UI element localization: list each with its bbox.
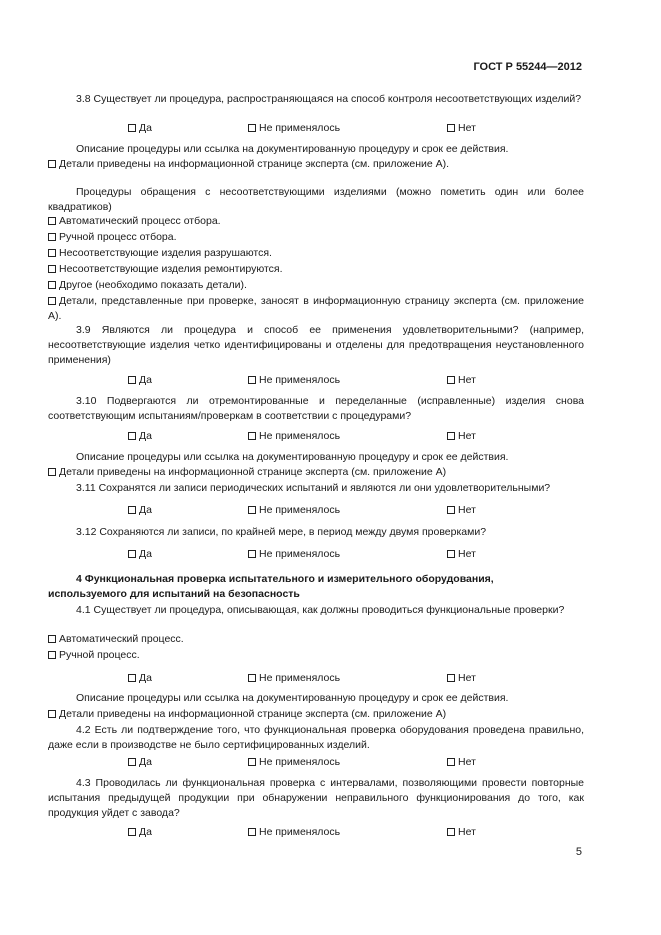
option-na[interactable]: Не применялось	[248, 504, 340, 516]
checkbox-icon	[447, 506, 455, 514]
option-no[interactable]: Нет	[447, 504, 476, 516]
checkbox-icon	[447, 550, 455, 558]
details-check-checkbox[interactable]: Детали, представленные при проверке, заносят в информационную страницу эксперта (см. приложение А).	[48, 295, 584, 322]
checkbox-icon	[128, 432, 136, 440]
question-4-3: 4.3 Проводилась ли функциональная проверка с интервалами, позволяющими провести повторные испытания предыдущей продукции при обнаружении неправильного функционирования до того, как продукция уйдет с завода?	[48, 777, 584, 819]
checkbox-icon	[48, 233, 56, 241]
option-yes[interactable]: Да	[128, 430, 152, 442]
checkbox-icon	[48, 297, 56, 305]
proc-item-auto[interactable]: Автоматический процесс отбора.	[48, 215, 221, 227]
option-yes[interactable]: Да	[128, 756, 152, 768]
option-no[interactable]: Нет	[447, 374, 476, 386]
checkbox-icon	[447, 758, 455, 766]
option-na[interactable]: Не применялось	[248, 548, 340, 560]
option-no[interactable]: Нет	[447, 430, 476, 442]
option-na[interactable]: Не применялось	[248, 122, 340, 134]
question-3-8: 3.8 Существует ли процедура, распространяющаяся на способ контроля несоответствующих изделий?	[76, 93, 582, 105]
checkbox-icon	[447, 376, 455, 384]
option-no[interactable]: Нет	[447, 826, 476, 838]
checkbox-icon	[128, 828, 136, 836]
checkbox-icon	[48, 651, 56, 659]
proc-item-other[interactable]: Другое (необходимо показать детали).	[48, 279, 247, 291]
option-no[interactable]: Нет	[447, 672, 476, 684]
question-4-2: 4.2 Есть ли подтверждение того, что функциональная проверка оборудования проведена правильно, даже если в производстве не было сертифицированных изделий.	[48, 724, 584, 751]
checkbox-icon	[248, 432, 256, 440]
q41-item-auto[interactable]: Автоматический процесс.	[48, 633, 184, 645]
checkbox-icon	[128, 376, 136, 384]
document-header: ГОСТ Р 55244—2012	[473, 61, 582, 73]
option-yes[interactable]: Да	[128, 548, 152, 560]
checkbox-icon	[128, 550, 136, 558]
checkbox-icon	[248, 506, 256, 514]
q41-item-manual[interactable]: Ручной процесс.	[48, 649, 140, 661]
proc-item-manual[interactable]: Ручной процесс отбора.	[48, 231, 177, 243]
option-no[interactable]: Нет	[447, 122, 476, 134]
checkbox-icon	[48, 265, 56, 273]
checkbox-icon	[447, 124, 455, 132]
checkbox-icon	[248, 550, 256, 558]
checkbox-icon	[48, 635, 56, 643]
checkbox-icon	[48, 249, 56, 257]
checkbox-icon	[447, 828, 455, 836]
proc-item-repaired[interactable]: Несоответствующие изделия ремонтируются.	[48, 263, 283, 275]
option-no[interactable]: Нет	[447, 548, 476, 560]
details-checkbox[interactable]: Детали приведены на информационной странице эксперта (см. приложение А)	[48, 708, 446, 720]
option-yes[interactable]: Да	[128, 504, 152, 516]
details-checkbox[interactable]: Детали приведены на информационной странице эксперта (см. приложение А)	[48, 466, 446, 478]
checkbox-icon	[48, 468, 56, 476]
procedures-intro: Процедуры обращения с несоответствующими изделиями (можно пометить один или более квадратиков)	[48, 186, 584, 213]
question-3-10: 3.10 Подвергаются ли отремонтированные и переделанные (исправленные) изделия снова соответствующим испытаниям/проверкам в соответствии с процедурами?	[48, 395, 584, 422]
checkbox-icon	[447, 432, 455, 440]
question-4-1: 4.1 Существует ли процедура, описывающая, как должны проводиться функциональные проверки?	[76, 604, 565, 616]
page-number: 5	[575, 846, 582, 858]
option-na[interactable]: Не применялось	[248, 430, 340, 442]
checkbox-icon	[248, 376, 256, 384]
option-na[interactable]: Не применялось	[248, 826, 340, 838]
checkbox-icon	[447, 674, 455, 682]
option-yes[interactable]: Да	[128, 122, 152, 134]
option-yes[interactable]: Да	[128, 374, 152, 386]
section-4-heading: 4 Функциональная проверка испытательного и измерительного оборудования, используемого для испытаний на безопасность	[48, 573, 494, 600]
checkbox-icon	[128, 506, 136, 514]
checkbox-icon	[48, 217, 56, 225]
option-yes[interactable]: Да	[128, 672, 152, 684]
option-na[interactable]: Не применялось	[248, 374, 340, 386]
option-yes[interactable]: Да	[128, 826, 152, 838]
question-3-12: 3.12 Сохраняются ли записи, по крайней мере, в период между двумя проверками?	[76, 526, 487, 538]
checkbox-icon	[48, 281, 56, 289]
checkbox-icon	[48, 710, 56, 718]
question-3-11: 3.11 Сохранятся ли записи периодических испытаний и являются ли они удовлетворительными?	[76, 482, 551, 494]
proc-item-destroyed[interactable]: Несоответствующие изделия разрушаются.	[48, 247, 272, 259]
checkbox-icon	[248, 124, 256, 132]
option-na[interactable]: Не применялось	[248, 756, 340, 768]
description-text: Описание процедуры или ссылка на документированную процедуру и срок ее действия.	[76, 451, 509, 463]
checkbox-icon	[48, 160, 56, 168]
option-no[interactable]: Нет	[447, 756, 476, 768]
option-na[interactable]: Не применялось	[248, 672, 340, 684]
checkbox-icon	[248, 674, 256, 682]
description-text: Описание процедуры или ссылка на документированную процедуру и срок ее действия.	[76, 692, 509, 704]
details-checkbox[interactable]: Детали приведены на информационной странице эксперта (см. приложение А).	[48, 158, 449, 170]
question-3-9: 3.9 Являются ли процедура и способ ее применения удовлетворительными? (например, несоответствующие изделия четко идентифицированы и отделены для предотвращения неустановленного применения)	[48, 324, 584, 366]
checkbox-icon	[248, 828, 256, 836]
checkbox-icon	[128, 758, 136, 766]
checkbox-icon	[128, 674, 136, 682]
description-text: Описание процедуры или ссылка на документированную процедуру и срок ее действия.	[76, 143, 509, 155]
checkbox-icon	[248, 758, 256, 766]
checkbox-icon	[128, 124, 136, 132]
